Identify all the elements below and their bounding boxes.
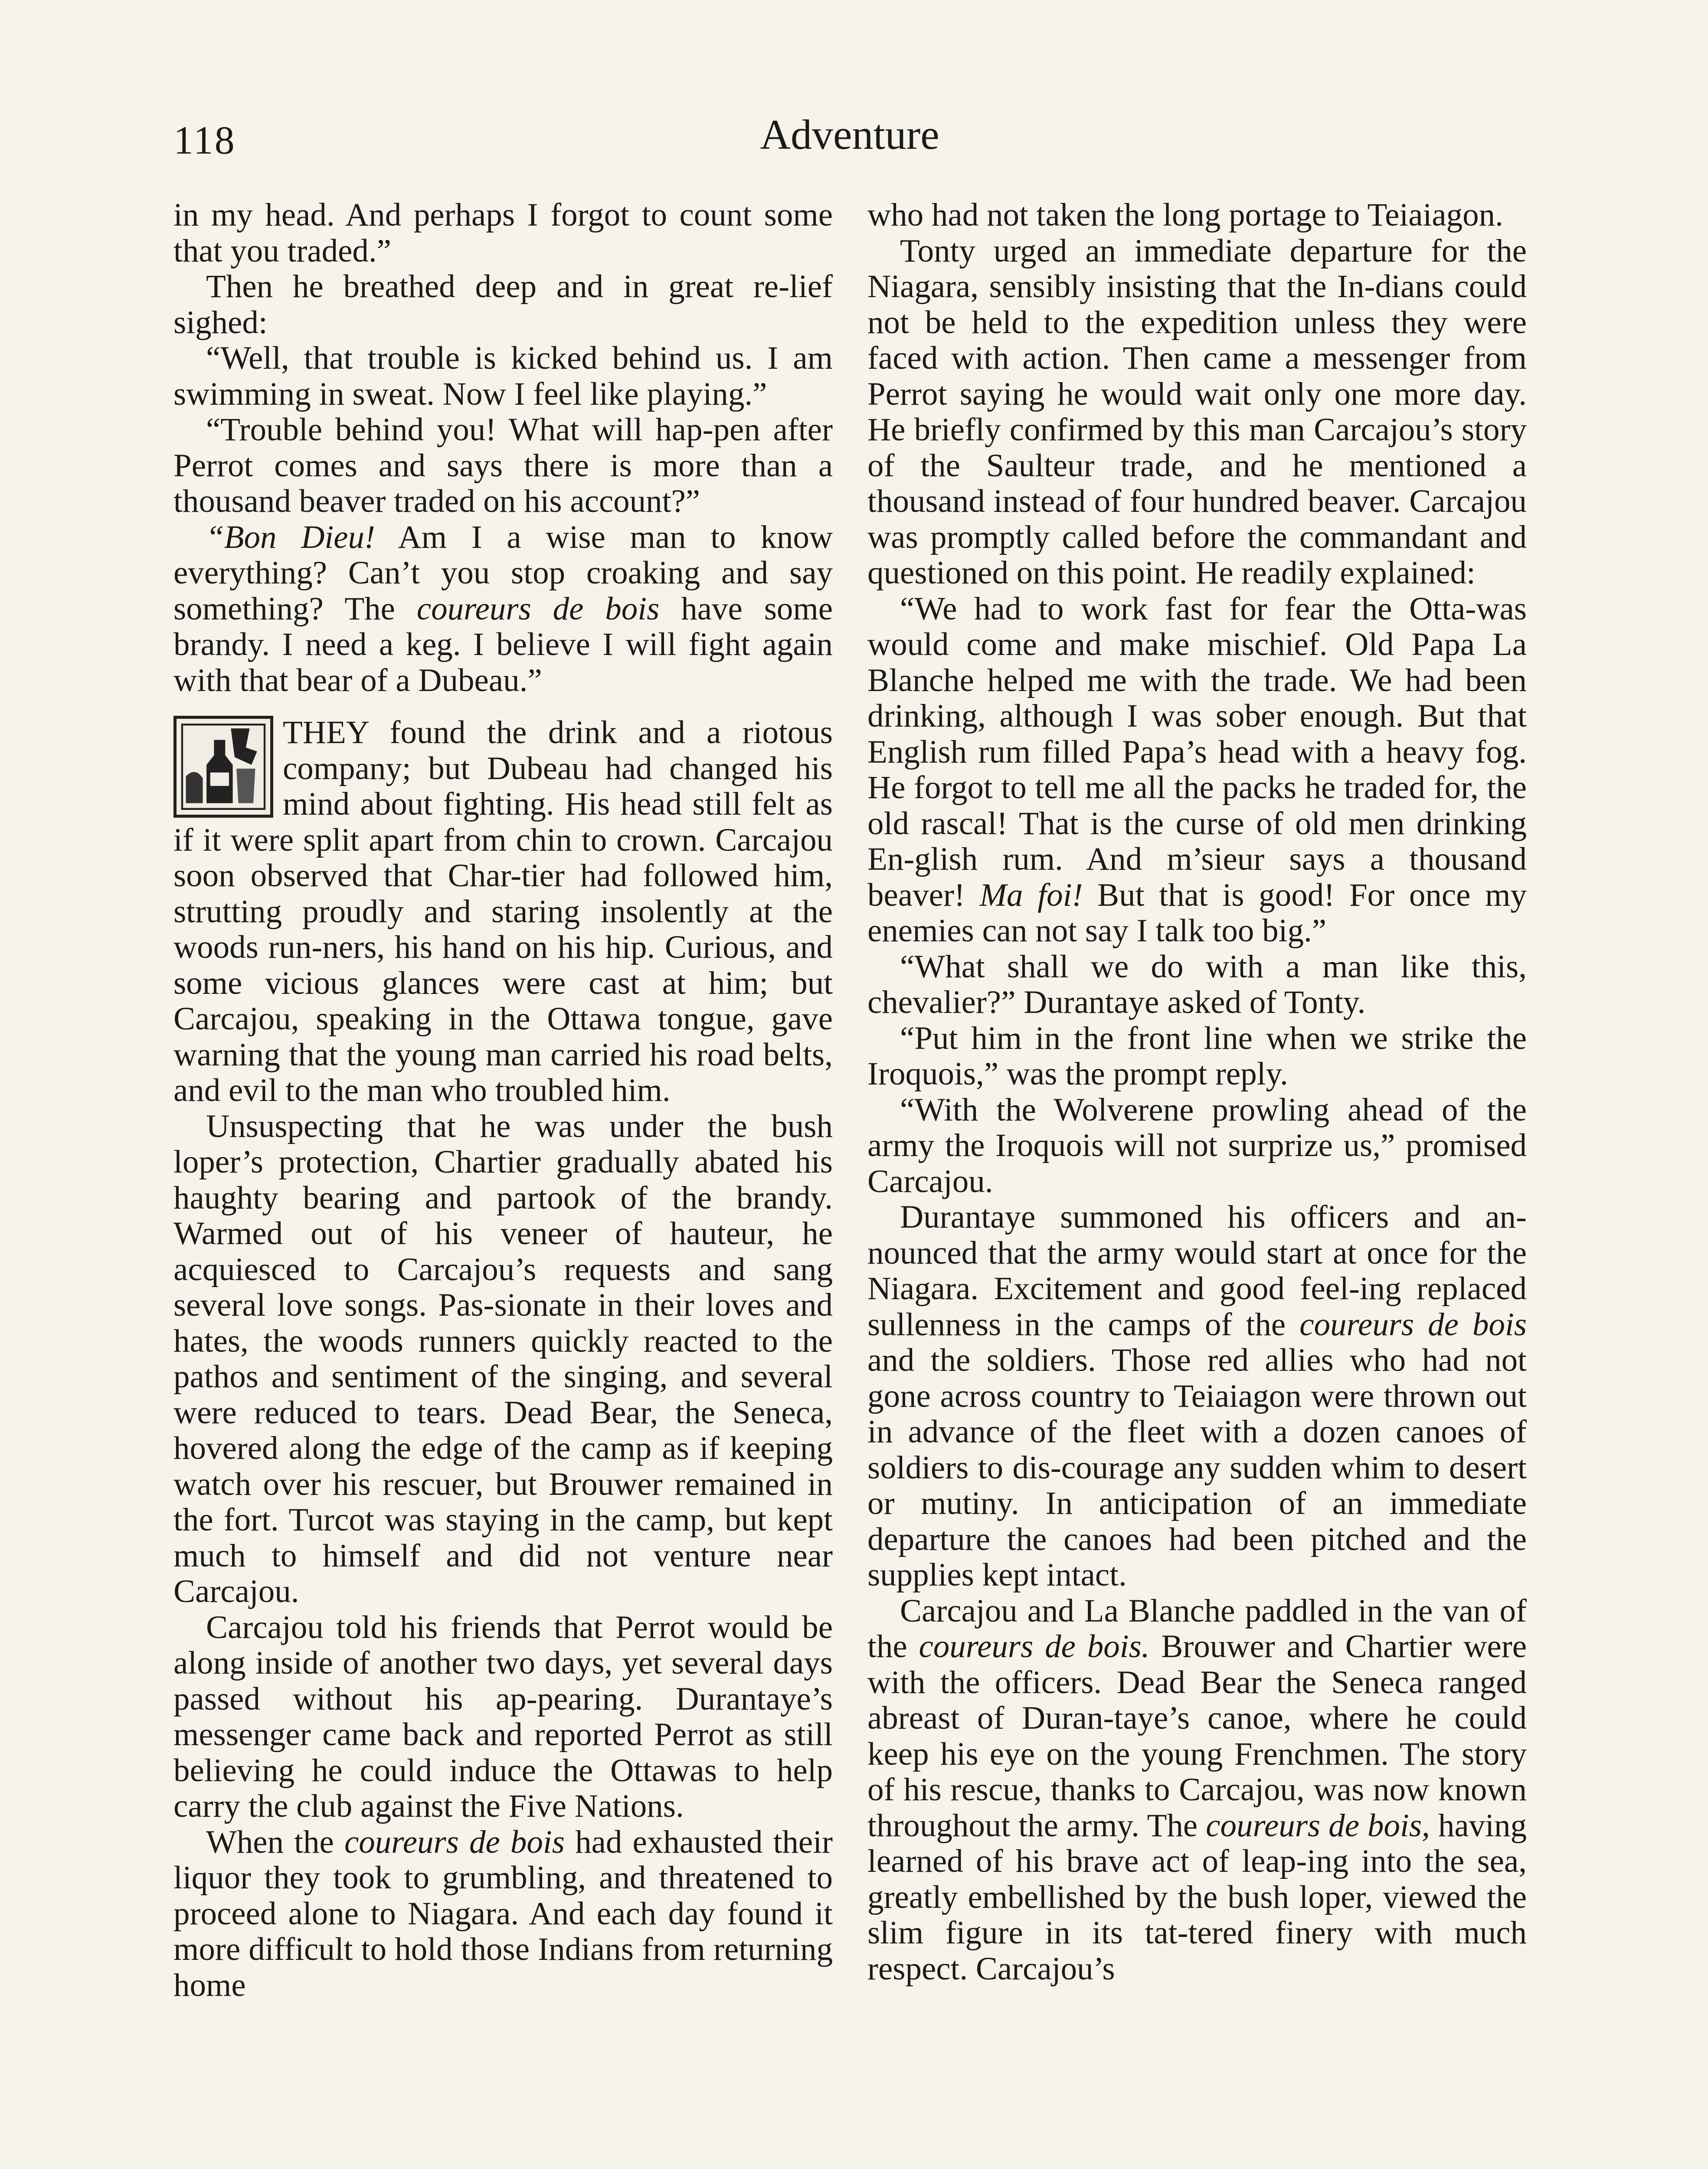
- text-run: Brouwer and Chartier were with the officers. Dead Bear the Seneca ranged abreast of Duran-taye’s canoe, where he could keep his eye on the young Frenchmen. The story of his rescue, thanks to Carcajou, was now known throughout the army. The: [867, 1628, 1527, 1844]
- right-column: [867, 197, 1527, 1987]
- italic-phrase: coureurs de bois.: [919, 1628, 1150, 1664]
- paragraph: “Well, that trouble is kicked behind us. I am swimming in sweat. Now I feel like playing.”: [173, 340, 833, 412]
- text-run: and the soldiers. Those red allies who had not gone across country to Teiaiagon were thrown out in advance of the fleet with a dozen canoes of soldiers to dis-courage any sudden whim to desert or mutiny. In anticipation of an immediate departure the canoes had been pitched and the supplies kept intact.: [867, 1342, 1527, 1593]
- text-run: having learned of his brave act of leap-ing into the sea, greatly embellished by the bush loper, viewed the slim figure in its tat-tered finery with much respect. Carcajou’s: [867, 1807, 1527, 1987]
- text-run: Carcajou and La Blanche paddled in the van of the: [867, 1592, 1527, 1664]
- italic-phrase: “Bon Dieu!: [206, 519, 375, 555]
- page-number: 118: [173, 118, 236, 162]
- magazine-title: Adventure: [760, 111, 939, 158]
- text-run: “We had to work fast for fear the Otta-was would come and make mischief. Old Papa La Blanche helped me with the trade. We had been drinking, although I was sober enough. But that English rum filled Papa’s head with a heavy fog. He forgot to tell me all the packs he traded for, the old rascal! That is the curse of old men drinking En-glish rum. And m’sieur says a thousand beaver!: [867, 590, 1527, 913]
- paragraph: Carcajou told his friends that Perrot would be along inside of another two days, yet several days passed without his ap-pearing. Durantaye’s messenger came back and reported Perrot as still believing he could induce the Ottawas to help carry the club against the Five Nations.: [173, 1609, 833, 1824]
- text-run: Durantaye summoned his officers and an-nounced that the army would start at once for the Niagara. Excitement and good feel-ing replaced sullenness in the camps of the: [867, 1199, 1527, 1343]
- paragraph: “Put him in the front line when we strike the Iroquois,” was the prompt reply.: [867, 1020, 1527, 1092]
- paragraph: [867, 1593, 1527, 1987]
- paragraph: Then he breathed deep and in great re-lief sighed:: [173, 269, 833, 341]
- paragraph: “What shall we do with a man like this, chevalier?” Durantaye asked of Tonty.: [867, 948, 1527, 1020]
- paragraph: [173, 1825, 833, 2004]
- italic-phrase: coureurs de bois,: [1206, 1807, 1430, 1844]
- bottle-illustration-icon: [173, 716, 273, 818]
- paragraph: “With the Wolverene prowling ahead of the army the Iroquois will not surprize us,” promised Carcajou.: [867, 1091, 1527, 1199]
- text-run: But that is good! For once my enemies can not say I talk too big.”: [867, 877, 1527, 949]
- text-run: When the: [206, 1824, 344, 1860]
- paragraph: [867, 591, 1527, 949]
- italic-phrase: coureurs de bois: [416, 590, 660, 627]
- text-run: have some brandy. I need a keg. I believe I will fight again with that bear of a Dubeau.”: [173, 590, 833, 698]
- running-head: [173, 104, 1526, 165]
- italic-phrase: coureurs de bois: [344, 1824, 565, 1860]
- italic-phrase: Ma foi!: [979, 877, 1083, 913]
- paragraph: in my head. And perhaps I forgot to count some that you traded.”: [173, 197, 833, 269]
- paragraph: Unsuspecting that he was under the bush loper’s protection, Chartier gradually abated his haughty bearing and partook of the brandy. Warmed out of his veneer of hauteur, he acquiesced to Carcajou’s requests and sang several love songs. Pas-sionate in their loves and hates, the woods runners quickly reacted to the pathos and sentiment of the singing, and several were reduced to tears. Dead Bear, the Seneca, hovered along the edge of the camp as if keeping watch over his rescuer, but Brouwer remained in the fort. Turcot was staying in the camp, but kept much to himself and did not venture near Carcajou.: [173, 1108, 833, 1609]
- text-run: Am I a wise man to know everything? Can’t you stop croaking and say something? The: [173, 519, 833, 627]
- section-opening: [173, 715, 833, 1109]
- lead-word: THEY: [283, 715, 369, 750]
- paragraph: [867, 1199, 1527, 1593]
- paragraph: [173, 520, 833, 699]
- paragraph: Tonty urged an immediate departure for the Niagara, sensibly insisting that the In-dians could not be held to the expedition unless they were faced with action. Then came a messenger from Perrot saying he would wait only one more day. He briefly confirmed by this man Carcajou’s story of the Saulteur trade, and he mentioned a thousand instead of four hundred beaver. Carcajou was promptly called before the commandant and questioned on this point. He readily explained:: [867, 233, 1527, 591]
- paragraph: “Trouble behind you! What will hap-pen after Perrot comes and says there is more than a thousand beaver traded on his account?”: [173, 412, 833, 519]
- text-run: found the drink and a riotous company; but Dubeau had changed his mind about fighting. His head still felt as if it were split apart from chin to crown. Carcajou soon observed that Char-tier had followed him, strutting proudly and staring insolently at the woods run-ners, his hand on his hip. Curious, and some vicious glances were cast at him; but Carcajou, speaking in the Ottawa tongue, gave warning that the young man carried his road belts, and evil to the man who troubled him.: [173, 715, 833, 1108]
- left-column: [173, 197, 833, 2003]
- paragraph: who had not taken the long portage to Teiaiagon.: [867, 197, 1503, 233]
- italic-phrase: coureurs de bois: [1299, 1306, 1527, 1343]
- text-run: had exhausted their liquor they took to grumbling, and threatened to proceed alone to Niagara. And each day found it more difficult to hold those Indians from returning home: [173, 1824, 833, 2003]
